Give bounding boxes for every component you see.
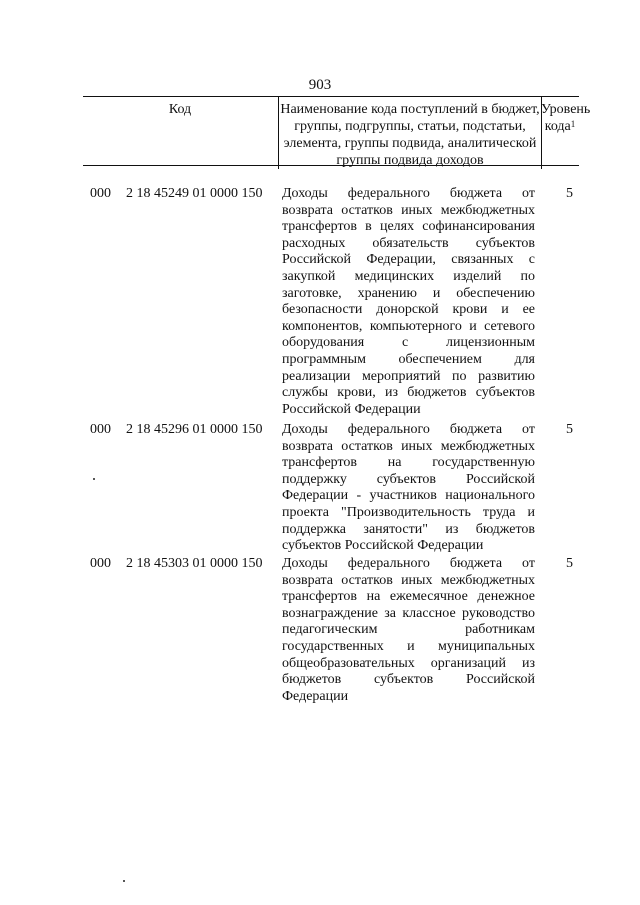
table-header (83, 96, 591, 168)
header-level-label: Уровень кода (541, 102, 591, 134)
scan-speck (123, 880, 125, 882)
scan-speck (93, 478, 95, 480)
header-code-label: Код (168, 102, 192, 117)
row-description: Доходы федерального бюджета от возврата остатков иных межбюджетных трансфертов в целях софинансирования расходных обязательств субъектов Российской Федерации, связанных с закупкой медицинских изделий по заготовке, хранению и обеспечению безопасности донорской крови и ее компонентов, компьютерного и сетевого оборудования с лицензионным программным обеспечением для реализации мероприятий по развитию службы крови, из бюджетов субъектов Российской Федерации (282, 186, 535, 417)
page-number: 903 (308, 77, 332, 93)
row-admin-code: 000 (90, 186, 111, 201)
row-level: 5 (566, 186, 573, 201)
row-admin-code: 000 (90, 422, 111, 437)
row-level: 5 (566, 422, 573, 437)
header-name (278, 97, 542, 169)
row-description: Доходы федерального бюджета от возврата остатков иных межбюджетных трансфертов на ежемесячное денежное вознаграждение за классное руководство педагогическим работникам государственных и муниципальных общеобразовательных организаций из бюджетов субъектов Российской Федерации (282, 556, 535, 704)
row-description: Доходы федерального бюджета от возврата остатков иных межбюджетных трансфертов на государственную поддержку субъектов Российской Федерации - участников национального проекта "Производительность труда и поддержка занятости" из бюджетов субъектов Российской Федерации (282, 422, 535, 554)
row-admin-code: 000 (90, 556, 111, 571)
row-revenue-code: 2 18 45249 01 0000 150 (126, 186, 263, 201)
row-revenue-code: 2 18 45296 01 0000 150 (126, 422, 263, 437)
header-level-footnote: 1 (570, 119, 576, 129)
row-level: 5 (566, 556, 573, 571)
header-name-label: Наименование кода поступлений в бюджет, группы, подгруппы, статьи, подстатьи, элемента, группы подвида, аналитической группы подвида доходов (280, 102, 540, 168)
row-revenue-code: 2 18 45303 01 0000 150 (126, 556, 263, 571)
header-level (541, 97, 591, 169)
header-code (83, 97, 277, 169)
